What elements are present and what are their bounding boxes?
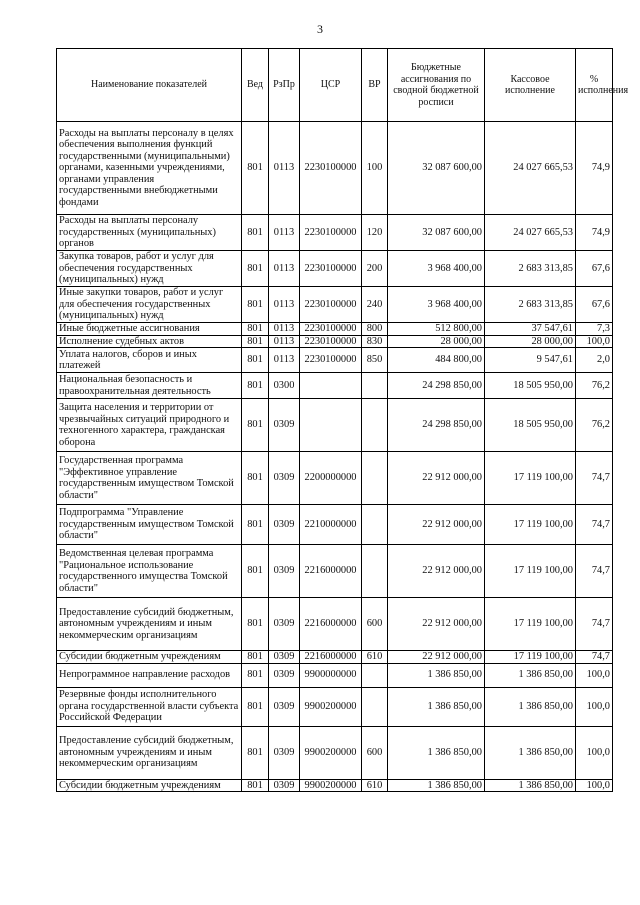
cell-ved: 801	[242, 651, 269, 664]
cell-ved: 801	[242, 122, 269, 215]
cell-vr	[362, 545, 388, 598]
cell-name: Субсидии бюджетным учреждениям	[57, 779, 242, 792]
cell-name: Расходы на выплаты персоналу государственных (муниципальных) органов	[57, 215, 242, 251]
cell-rzpr: 0113	[269, 122, 300, 215]
cell-csr: 9900200000	[300, 726, 362, 779]
cell-csr: 2230100000	[300, 287, 362, 323]
cell-ved: 801	[242, 598, 269, 651]
cell-rzpr: 0113	[269, 287, 300, 323]
cell-cash: 17 119 100,00	[485, 651, 576, 664]
cell-budget: 1 386 850,00	[388, 779, 485, 792]
table-row	[57, 122, 613, 215]
cell-vr: 100	[362, 122, 388, 215]
cell-name: Защита населения и территории от чрезвычайных ситуаций природного и техногенного характера, гражданская оборона	[57, 399, 242, 452]
cell-name: Уплата налогов, сборов и иных платежей	[57, 348, 242, 373]
cell-ved: 801	[242, 663, 269, 687]
cell-percent: 67,6	[576, 251, 613, 287]
cell-percent: 76,2	[576, 373, 613, 399]
cell-budget: 22 912 000,00	[388, 598, 485, 651]
cell-rzpr: 0309	[269, 452, 300, 505]
cell-name: Закупка товаров, работ и услуг для обеспечения государственных (муниципальных) нужд	[57, 251, 242, 287]
cell-rzpr: 0309	[269, 651, 300, 664]
cell-cash: 1 386 850,00	[485, 779, 576, 792]
cell-percent: 74,7	[576, 545, 613, 598]
cell-percent: 74,7	[576, 598, 613, 651]
page-number: 3	[317, 22, 323, 36]
cell-ved: 801	[242, 287, 269, 323]
table-row	[57, 287, 613, 323]
cell-ved: 801	[242, 215, 269, 251]
table-row	[57, 663, 613, 687]
cell-cash: 18 505 950,00	[485, 373, 576, 399]
cell-budget: 1 386 850,00	[388, 726, 485, 779]
table-row	[57, 651, 613, 664]
cell-ved: 801	[242, 505, 269, 545]
cell-vr: 600	[362, 726, 388, 779]
cell-vr	[362, 452, 388, 505]
cell-percent: 76,2	[576, 399, 613, 452]
cell-cash: 1 386 850,00	[485, 726, 576, 779]
cell-rzpr: 0309	[269, 598, 300, 651]
table-row	[57, 399, 613, 452]
cell-ved: 801	[242, 726, 269, 779]
budget-execution-table	[56, 48, 629, 792]
cell-percent: 100,0	[576, 779, 613, 792]
table-row	[57, 335, 613, 348]
cell-budget: 22 912 000,00	[388, 545, 485, 598]
cell-vr: 850	[362, 348, 388, 373]
cell-vr: 800	[362, 323, 388, 336]
table-header-row	[57, 49, 613, 122]
cell-cash: 1 386 850,00	[485, 663, 576, 687]
cell-cash: 17 119 100,00	[485, 452, 576, 505]
cell-cash: 17 119 100,00	[485, 545, 576, 598]
cell-rzpr: 0113	[269, 251, 300, 287]
cell-percent: 2,0	[576, 348, 613, 373]
table-row	[57, 323, 613, 336]
cell-ved: 801	[242, 335, 269, 348]
cell-ved: 801	[242, 687, 269, 726]
table-row	[57, 545, 613, 598]
cell-rzpr: 0309	[269, 399, 300, 452]
cell-percent: 74,7	[576, 505, 613, 545]
cell-ved: 801	[242, 545, 269, 598]
cell-rzpr: 0309	[269, 779, 300, 792]
cell-name: Предоставление субсидий бюджетным, автономным учреждениям и иным некоммерческим организациям	[57, 726, 242, 779]
cell-rzpr: 0113	[269, 335, 300, 348]
cell-csr: 2216000000	[300, 651, 362, 664]
table-row	[57, 687, 613, 726]
cell-percent: 74,9	[576, 215, 613, 251]
cell-csr	[300, 399, 362, 452]
table-row	[57, 452, 613, 505]
cell-vr	[362, 663, 388, 687]
cell-ved: 801	[242, 399, 269, 452]
cell-name: Ведомственная целевая программа "Рациональное использование государственного имущества Томской области"	[57, 545, 242, 598]
cell-vr: 600	[362, 598, 388, 651]
cell-cash: 9 547,61	[485, 348, 576, 373]
cell-rzpr: 0309	[269, 545, 300, 598]
cell-budget: 32 087 600,00	[388, 215, 485, 251]
cell-ved: 801	[242, 323, 269, 336]
cell-budget: 22 912 000,00	[388, 505, 485, 545]
table-row	[57, 726, 613, 779]
cell-csr: 2230100000	[300, 348, 362, 373]
cell-rzpr: 0300	[269, 373, 300, 399]
table-row	[57, 505, 613, 545]
cell-vr: 120	[362, 215, 388, 251]
cell-budget: 484 800,00	[388, 348, 485, 373]
cell-cash: 37 547,61	[485, 323, 576, 336]
cell-ved: 801	[242, 373, 269, 399]
cell-csr: 2230100000	[300, 251, 362, 287]
column-header-percent: % исполнения	[576, 49, 613, 122]
cell-rzpr: 0309	[269, 663, 300, 687]
cell-cash: 2 683 313,85	[485, 287, 576, 323]
cell-csr: 2216000000	[300, 598, 362, 651]
column-header-vr: ВР	[362, 49, 388, 122]
cell-csr: 9900000000	[300, 663, 362, 687]
cell-vr: 200	[362, 251, 388, 287]
cell-percent: 100,0	[576, 663, 613, 687]
cell-percent: 74,7	[576, 651, 613, 664]
cell-csr: 2230100000	[300, 323, 362, 336]
cell-ved: 801	[242, 452, 269, 505]
cell-ved: 801	[242, 779, 269, 792]
column-header-rzpr: РзПр	[269, 49, 300, 122]
cell-cash: 2 683 313,85	[485, 251, 576, 287]
cell-name: Государственная программа "Эффективное управление государственным имуществом Томской области"	[57, 452, 242, 505]
cell-csr: 2210000000	[300, 505, 362, 545]
cell-vr: 610	[362, 651, 388, 664]
cell-budget: 24 298 850,00	[388, 399, 485, 452]
cell-name: Субсидии бюджетным учреждениям	[57, 651, 242, 664]
cell-budget: 512 800,00	[388, 323, 485, 336]
cell-percent: 7,3	[576, 323, 613, 336]
cell-name: Иные бюджетные ассигнования	[57, 323, 242, 336]
cell-ved: 801	[242, 348, 269, 373]
cell-name: Предоставление субсидий бюджетным, автономным учреждениям и иным некоммерческим организациям	[57, 598, 242, 651]
cell-budget: 3 968 400,00	[388, 251, 485, 287]
cell-rzpr: 0113	[269, 323, 300, 336]
cell-percent: 74,7	[576, 452, 613, 505]
cell-csr: 9900200000	[300, 779, 362, 792]
table-row	[57, 251, 613, 287]
cell-percent: 100,0	[576, 335, 613, 348]
cell-name: Исполнение судебных актов	[57, 335, 242, 348]
cell-percent: 100,0	[576, 726, 613, 779]
cell-vr	[362, 399, 388, 452]
cell-name: Иные закупки товаров, работ и услуг для обеспечения государственных (муниципальных) нужд	[57, 287, 242, 323]
cell-percent: 74,9	[576, 122, 613, 215]
cell-rzpr: 0113	[269, 215, 300, 251]
cell-csr: 2216000000	[300, 545, 362, 598]
column-header-name: Наименование показателей	[57, 49, 242, 122]
cell-vr: 610	[362, 779, 388, 792]
cell-percent: 100,0	[576, 687, 613, 726]
cell-percent: 67,6	[576, 287, 613, 323]
cell-vr	[362, 505, 388, 545]
cell-budget: 1 386 850,00	[388, 663, 485, 687]
cell-csr: 2230100000	[300, 215, 362, 251]
table-row	[57, 373, 613, 399]
cell-name: Непрограммное направление расходов	[57, 663, 242, 687]
cell-csr: 2230100000	[300, 122, 362, 215]
column-header-csr: ЦСР	[300, 49, 362, 122]
cell-cash: 24 027 665,53	[485, 122, 576, 215]
cell-budget: 1 386 850,00	[388, 687, 485, 726]
cell-budget: 28 000,00	[388, 335, 485, 348]
table-row	[57, 779, 613, 792]
cell-rzpr: 0309	[269, 687, 300, 726]
table-row	[57, 598, 613, 651]
cell-name: Подпрограмма "Управление государственным имуществом Томской области"	[57, 505, 242, 545]
cell-budget: 3 968 400,00	[388, 287, 485, 323]
cell-vr: 830	[362, 335, 388, 348]
table-row	[57, 348, 613, 373]
cell-cash: 1 386 850,00	[485, 687, 576, 726]
cell-budget: 22 912 000,00	[388, 452, 485, 505]
cell-ved: 801	[242, 251, 269, 287]
cell-budget: 22 912 000,00	[388, 651, 485, 664]
cell-budget: 32 087 600,00	[388, 122, 485, 215]
table-row	[57, 215, 613, 251]
cell-vr	[362, 687, 388, 726]
cell-cash: 28 000,00	[485, 335, 576, 348]
cell-vr: 240	[362, 287, 388, 323]
cell-csr: 2230100000	[300, 335, 362, 348]
cell-csr: 2200000000	[300, 452, 362, 505]
cell-rzpr: 0113	[269, 348, 300, 373]
column-header-cash: Кассовое исполнение	[485, 49, 576, 122]
cell-cash: 17 119 100,00	[485, 505, 576, 545]
cell-cash: 24 027 665,53	[485, 215, 576, 251]
cell-cash: 18 505 950,00	[485, 399, 576, 452]
cell-cash: 17 119 100,00	[485, 598, 576, 651]
cell-name: Резервные фонды исполнительного органа государственной власти субъекта Российской Федерации	[57, 687, 242, 726]
cell-csr: 9900200000	[300, 687, 362, 726]
cell-vr	[362, 373, 388, 399]
cell-csr	[300, 373, 362, 399]
cell-rzpr: 0309	[269, 726, 300, 779]
column-header-ved: Вед	[242, 49, 269, 122]
cell-name: Расходы на выплаты персоналу в целях обеспечения выполнения функций государственными (муниципальными) органами, казенными учреждениями, органами управления государственными внебюджетными фондами	[57, 122, 242, 215]
cell-budget: 24 298 850,00	[388, 373, 485, 399]
cell-rzpr: 0309	[269, 505, 300, 545]
cell-name: Национальная безопасность и правоохранительная деятельность	[57, 373, 242, 399]
column-header-budget: Бюджетные ассигнования по сводной бюджетной росписи	[388, 49, 485, 122]
